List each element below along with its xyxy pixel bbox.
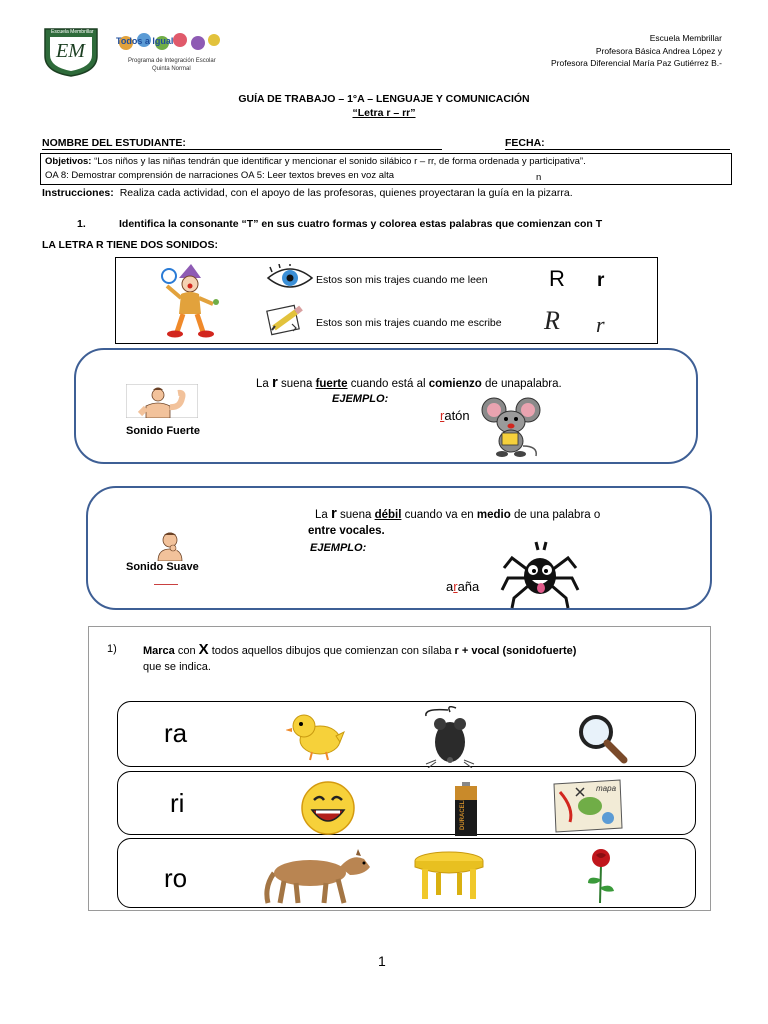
- battery-brand: DURACELL: [460, 797, 466, 830]
- syllable-ri: ri: [170, 788, 185, 818]
- strong-r-letter: r: [272, 374, 278, 391]
- strong-example-rest: atón: [444, 408, 470, 423]
- soft-example-rest: aña: [457, 579, 480, 594]
- objectives-text: “Los niños y las niñas tendrán que identificar y mencionar el sonido silábico r – rr, de forma ordenada y participativa”.: [91, 156, 586, 167]
- flexing-arm-pictogram: [126, 384, 198, 418]
- guide-title: GUÍA DE TRABAJO – 1°A – LENGUAJE Y COMUNICACIÓN: [238, 93, 530, 105]
- student-name-line[interactable]: [42, 149, 442, 150]
- activity-t2: con: [174, 645, 199, 657]
- instructions-label: Instrucciones:: [42, 187, 114, 199]
- header-diff-teacher-line: Profesora Diferencial María Paz Gutiérrez B.-: [550, 58, 722, 68]
- objectives-line: [45, 155, 727, 169]
- activity-x-mark: X: [198, 641, 209, 658]
- soft-sound-rule: [315, 505, 600, 522]
- spider-illustration: [500, 540, 580, 610]
- strong-sound-rule: [256, 374, 562, 391]
- page-number: 1: [378, 953, 386, 969]
- item1-number: 1.: [77, 218, 86, 230]
- soft-example-a: a: [446, 579, 454, 594]
- activity-t4: r + vocal (sonidofuerte): [454, 645, 577, 657]
- syllable-ro: ro: [164, 863, 188, 893]
- puma-icon[interactable]: [260, 847, 376, 905]
- strong-t4: de unapalabra.: [481, 378, 562, 390]
- oa-line: [45, 169, 727, 183]
- soft-t4: de una palabra o: [510, 509, 601, 521]
- pencil-writing-icon: [266, 304, 306, 336]
- rose-icon[interactable]: [584, 847, 618, 905]
- date-label: FECHA:: [505, 137, 545, 149]
- integration-logo-sub1: Programa de Integración Escolar: [128, 58, 216, 64]
- soft-line2: entre vocales.: [308, 525, 385, 537]
- header-teacher-line: Profesora Básica Andrea López y: [595, 45, 722, 56]
- syllable-row-ri: [117, 771, 696, 835]
- strong-t2: suena: [277, 378, 316, 390]
- soft-example-label: EJEMPLO:: [310, 542, 367, 554]
- write-costume-text: Estos son mis trajes cuando me escribe: [316, 317, 502, 329]
- print-lower-r: r: [597, 270, 605, 291]
- magnifying-glass-icon[interactable]: [574, 710, 630, 766]
- activity-instruction-line2: que se indica.: [143, 661, 211, 673]
- soft-sound-box: [86, 486, 712, 610]
- section-subtitle: LA LETRA R TIENE DOS SONIDOS:: [42, 239, 218, 251]
- strong-sound-label: Sonido Fuerte: [126, 425, 200, 437]
- soft-pictogram-caption-mark: [154, 584, 178, 587]
- instructions-text: Realiza cada actividad, con el apoyo de las profesoras, quienes proyectaran la guía en la pizarra.: [119, 187, 573, 199]
- activity-number: 1): [107, 643, 117, 655]
- school-logo-top-text: Escuela Membrillar: [51, 29, 94, 35]
- cursive-upper-r: R: [544, 306, 560, 335]
- syllable-row-ro: [117, 838, 696, 908]
- letter-r-box: [115, 257, 658, 344]
- date-line[interactable]: [505, 149, 730, 150]
- activity-marca-word: Marca: [143, 645, 175, 657]
- soft-r-letter: r: [331, 505, 337, 522]
- rat-icon[interactable]: [418, 706, 482, 768]
- oa-text: OA 8: Demostrar comprensión de narraciones OA 5: Leer textos breves en voz alta: [45, 170, 395, 181]
- integration-program-logo: [114, 28, 224, 83]
- activity-instruction: [143, 641, 576, 658]
- oa-stray-char: n: [536, 172, 542, 183]
- laughing-face-icon[interactable]: [298, 780, 358, 836]
- battery-icon[interactable]: [454, 782, 478, 836]
- strong-t3: cuando está al: [347, 378, 429, 390]
- soft-sound-label: Sonido Suave: [126, 561, 199, 573]
- strong-fuerte-word: fuerte: [315, 378, 348, 390]
- soft-debil-word: débil: [374, 509, 402, 521]
- map-label: mapa: [596, 784, 617, 793]
- instructions-line: [42, 187, 573, 199]
- mouse-illustration: [480, 396, 544, 458]
- soft-t1: La: [315, 509, 331, 521]
- read-costume-text: Estos son mis trajes cuando me leen: [316, 274, 488, 286]
- strong-example-word: [440, 408, 470, 423]
- map-icon[interactable]: [550, 778, 624, 834]
- header-school-line: Escuela Membrillar: [649, 33, 722, 43]
- print-upper-r: R: [549, 266, 565, 291]
- strong-comienzo-word: comienzo: [428, 378, 482, 390]
- objectives-box: [40, 153, 732, 185]
- guide-subtitle: [0, 107, 768, 119]
- student-name-label: NOMBRE DEL ESTUDIANTE:: [42, 137, 186, 149]
- table-icon[interactable]: [412, 849, 486, 903]
- strong-example-first-letter: r: [440, 408, 445, 423]
- school-logo: [42, 26, 100, 78]
- touching-throat-pictogram: [154, 531, 186, 561]
- syllable-ra: ra: [164, 718, 188, 748]
- syllable-row-ra: [117, 701, 696, 767]
- header-right-block: [551, 32, 722, 70]
- school-logo-mark: EM: [56, 40, 85, 62]
- integration-logo-sub2: Quinta Normal: [152, 66, 191, 72]
- soft-example-word: [446, 579, 479, 594]
- strong-example-label: EJEMPLO:: [332, 393, 389, 405]
- soft-medio-word: medio: [476, 509, 511, 521]
- cursive-lower-r: r: [596, 312, 605, 337]
- strong-sound-box: [74, 348, 698, 464]
- guide-subtitle-text: “Letra r – rr”: [352, 107, 416, 119]
- strong-t1: La: [256, 378, 272, 390]
- item1-text: Identifica la consonante “T” en sus cuatro formas y colorea estas palabras que comienzan con T: [119, 218, 603, 230]
- integration-logo-title: Todos a Igual: [116, 36, 174, 46]
- objectives-label: Objetivos:: [45, 156, 92, 167]
- soft-t3: cuando va en: [401, 509, 477, 521]
- chick-icon[interactable]: [286, 710, 346, 762]
- activity-t3: todos aquellos dibujos que comienzan con sílaba: [208, 645, 455, 657]
- clown-illustration: [161, 262, 226, 340]
- eye-icon: [266, 264, 314, 292]
- soft-t2: suena: [336, 509, 375, 521]
- soft-example-r: r: [453, 579, 458, 594]
